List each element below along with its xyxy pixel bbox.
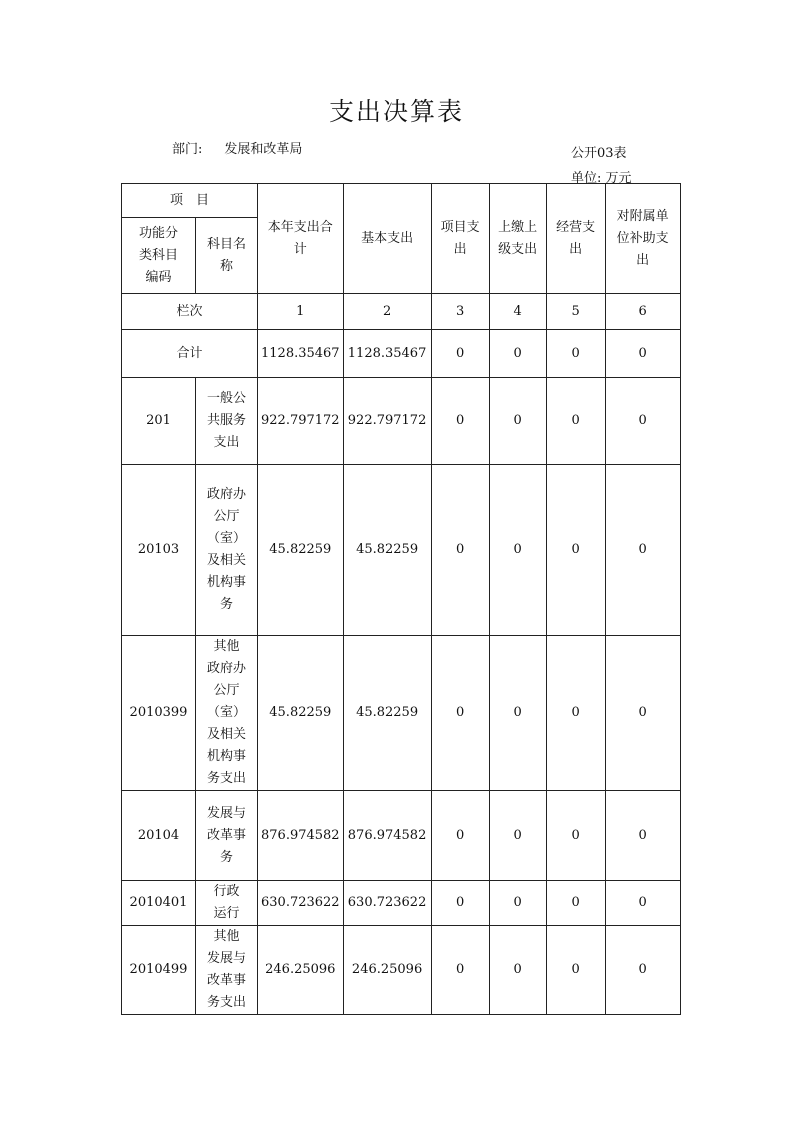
column-index-cell: 2	[343, 294, 431, 330]
header-col-5	[546, 184, 605, 294]
total-label: 合计	[122, 330, 258, 378]
row-value: 630.723622	[258, 881, 344, 926]
row-value: 0	[605, 465, 680, 636]
row-value: 246.25096	[258, 926, 344, 1015]
table-code: 公开03表	[571, 146, 627, 161]
row-value: 0	[605, 791, 680, 881]
row-code: 201	[122, 378, 196, 465]
total-cell: 1128.35467	[258, 330, 344, 378]
row-subject-name	[196, 636, 258, 791]
row-code: 20104	[122, 791, 196, 881]
column-index-cell: 6	[605, 294, 680, 330]
row-value: 0	[546, 378, 605, 465]
total-cell: 0	[431, 330, 489, 378]
header-row	[122, 184, 681, 218]
header-col-5-line: 出	[569, 241, 583, 257]
header-col-4-line: 级支出	[498, 241, 538, 257]
table-row	[122, 465, 681, 636]
total-cell: 0	[605, 330, 680, 378]
page-title: 支出决算表	[328, 97, 464, 126]
row-value: 0	[489, 881, 546, 926]
row-value: 0	[489, 465, 546, 636]
row-value: 0	[431, 465, 489, 636]
table-row	[122, 636, 681, 791]
row-subject-name-line: 行政	[213, 884, 240, 899]
header-col-4-line: 上缴上	[498, 219, 538, 235]
row-subject-name-line: 运行	[213, 906, 240, 921]
column-index-row	[122, 294, 681, 330]
header-subject-name-line: 科目名	[206, 236, 246, 252]
row-value: 45.82259	[343, 465, 431, 636]
row-value: 0	[489, 636, 546, 791]
row-subject-name-line: 其他	[213, 639, 240, 654]
column-index-cell: 3	[431, 294, 489, 330]
row-subject-name-line: 务支出	[206, 771, 246, 786]
row-value: 630.723622	[343, 881, 431, 926]
header-col-5-line: 经营支	[556, 219, 596, 235]
row-value: 0	[489, 926, 546, 1015]
row-subject-name-line: 公厅	[213, 683, 240, 698]
header-col-4	[489, 184, 546, 294]
row-subject-name-line: 改革事	[206, 973, 246, 988]
table-row	[122, 926, 681, 1015]
column-index-cell: 4	[489, 294, 546, 330]
row-value: 45.82259	[258, 465, 344, 636]
row-subject-name-line: 政府办	[206, 487, 246, 502]
row-value: 0	[431, 378, 489, 465]
header-func-code-line: 编码	[145, 269, 172, 285]
row-value: 0	[431, 926, 489, 1015]
header-col-1-line: 本年支出合	[267, 219, 333, 235]
header-col-2	[343, 184, 431, 294]
row-value: 0	[546, 465, 605, 636]
row-value: 0	[546, 791, 605, 881]
header-col-3	[431, 184, 489, 294]
row-value: 0	[431, 881, 489, 926]
row-value: 0	[489, 791, 546, 881]
header-col-6	[605, 184, 680, 294]
row-code: 2010401	[122, 881, 196, 926]
total-cell: 0	[546, 330, 605, 378]
row-subject-name-line: 务	[219, 597, 233, 612]
expenditure-table	[121, 183, 681, 1015]
table-row	[122, 791, 681, 881]
header-col-3-line: 项目支	[440, 219, 480, 235]
row-value: 876.974582	[343, 791, 431, 881]
row-subject-name-line: （室）	[206, 531, 246, 546]
row-subject-name-line: 及相关	[206, 727, 246, 742]
row-value: 0	[431, 636, 489, 791]
column-index-cell: 1	[258, 294, 344, 330]
table-row	[122, 881, 681, 926]
row-subject-name-line: 发展与	[206, 805, 246, 821]
row-code: 20103	[122, 465, 196, 636]
row-value: 0	[431, 791, 489, 881]
row-value: 0	[546, 636, 605, 791]
row-subject-name-line: 一般公	[206, 391, 246, 406]
column-index-cell: 5	[546, 294, 605, 330]
row-code: 2010399	[122, 636, 196, 791]
row-value: 0	[546, 926, 605, 1015]
column-index-label: 栏次	[122, 294, 258, 330]
row-subject-name-line: 机构事	[206, 575, 246, 590]
row-value: 0	[489, 378, 546, 465]
table-row	[122, 378, 681, 465]
total-cell: 1128.35467	[343, 330, 431, 378]
row-code: 2010499	[122, 926, 196, 1015]
header-col-6-line: 位补助支	[616, 230, 669, 246]
header-col-3-line: 出	[453, 241, 467, 257]
header-func-code-line: 功能分	[138, 225, 178, 241]
row-value: 246.25096	[343, 926, 431, 1015]
header-func-code	[122, 218, 196, 294]
row-value: 0	[605, 378, 680, 465]
row-value: 922.797172	[343, 378, 431, 465]
row-subject-name-line: 及相关	[206, 553, 246, 568]
header-col-6-line: 对附属单	[616, 208, 669, 224]
header-col-1	[258, 184, 344, 294]
row-subject-name-line: 务支出	[206, 995, 246, 1010]
header-col-2-line: 基本支出	[361, 230, 414, 246]
row-subject-name	[196, 881, 258, 926]
row-value: 45.82259	[343, 636, 431, 791]
department-name: 发展和改革局	[224, 142, 303, 157]
header-subject-name	[196, 218, 258, 294]
header-item: 项 目	[122, 184, 258, 218]
row-subject-name-line: （室）	[206, 705, 246, 720]
total-row	[122, 330, 681, 378]
row-value: 0	[546, 881, 605, 926]
department-line	[172, 138, 302, 157]
row-subject-name-line: 其他	[213, 929, 240, 944]
row-subject-name-line: 政府办	[206, 661, 246, 676]
row-value: 922.797172	[258, 378, 344, 465]
row-subject-name-line: 务	[219, 849, 233, 865]
header-subject-name-line: 称	[219, 258, 233, 274]
row-value: 0	[605, 636, 680, 791]
row-value: 876.974582	[258, 791, 344, 881]
row-value: 45.82259	[258, 636, 344, 791]
unit-label: 单位: 万元	[571, 171, 632, 186]
row-subject-name-line: 公厅	[213, 509, 240, 524]
total-cell: 0	[489, 330, 546, 378]
header-func-code-line: 类科目	[138, 247, 178, 263]
row-subject-name-line: 共服务	[206, 413, 246, 428]
row-subject-name	[196, 378, 258, 465]
row-subject-name-line: 机构事	[206, 749, 246, 764]
row-subject-name-line: 支出	[213, 435, 240, 450]
header-col-1-line: 计	[293, 241, 307, 257]
row-value: 0	[605, 926, 680, 1015]
department-label: 部门:	[172, 142, 203, 157]
row-subject-name-line: 发展与	[206, 951, 246, 966]
row-subject-name	[196, 791, 258, 881]
row-subject-name-line: 改革事	[206, 827, 246, 843]
row-value: 0	[605, 881, 680, 926]
row-subject-name	[196, 926, 258, 1015]
row-subject-name	[196, 465, 258, 636]
header-col-6-line: 出	[636, 252, 650, 268]
